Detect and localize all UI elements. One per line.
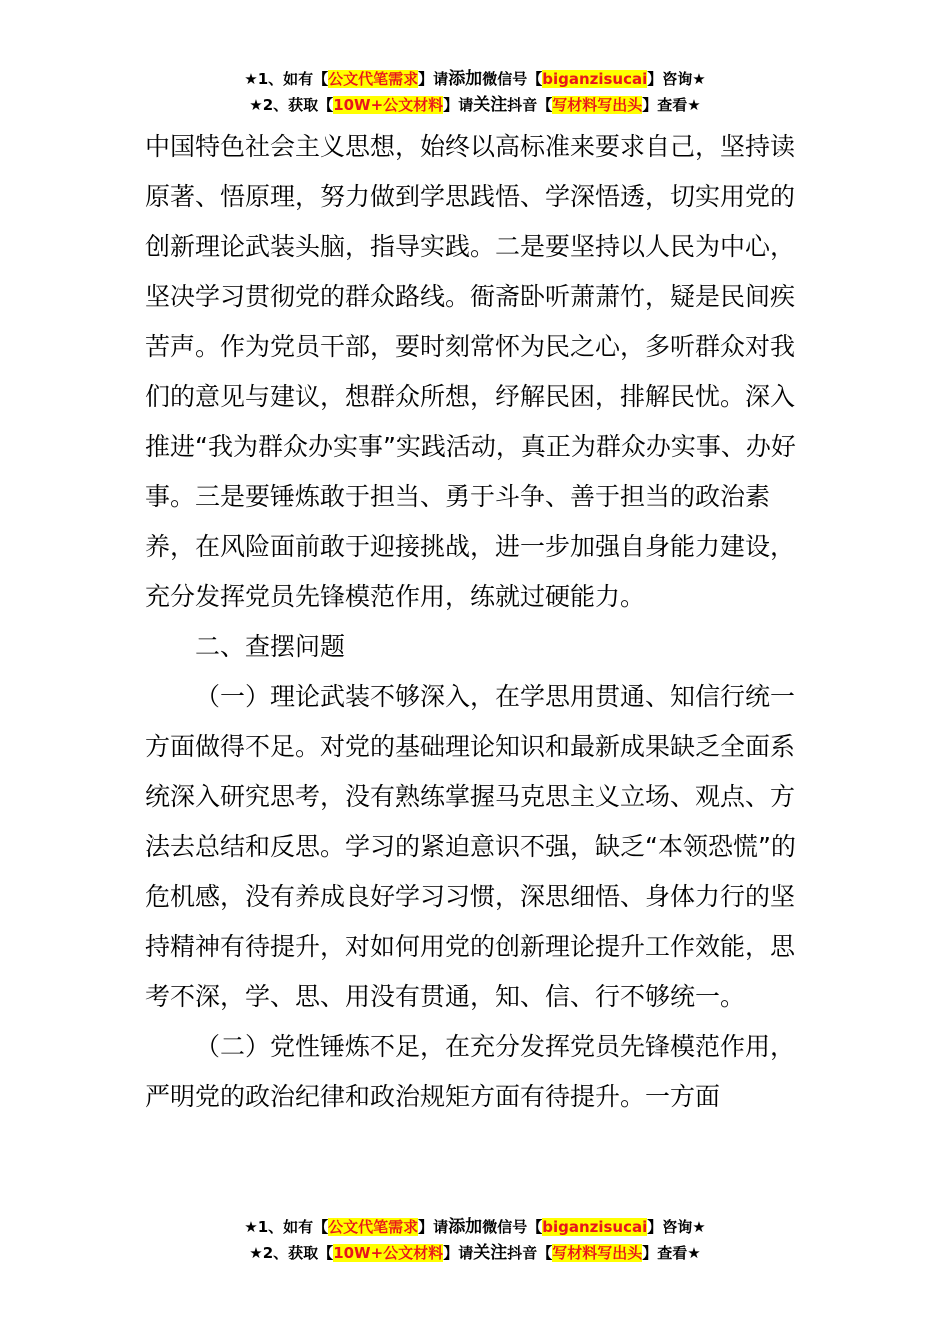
highlight-service: 公文代笔需求 bbox=[328, 1218, 419, 1236]
paragraph-theory: （一）理论武装不够深入，在学思用贯通、知信行统一方面做得不足。对党的基础理论知识和最新成果缺乏全面系统深入研究思考，没有熟练掌握马克思主义立场、观点、方法去总结和反思。学习的紧迫意识不强，缺乏“本领恐慌”的危机感，没有养成良好学习习惯，深思细悟、身体力行的坚持精神有待提升，对如何用党的创新理论提升工作效能，思考不深，学、思、用没有贯通，知、信、行不够统一。 bbox=[145, 682, 796, 1011]
highlight-materials: 10W+公文材料 bbox=[333, 96, 444, 114]
section-heading: 二、查摆问题 bbox=[195, 632, 346, 661]
highlight-wechat-id: biganzisucai bbox=[542, 70, 648, 88]
banner-line-1: ★1、如有【公文代笔需求】请添加微信号【biganzisucai】咨询★ bbox=[244, 1217, 706, 1237]
highlight-service: 公文代笔需求 bbox=[328, 70, 419, 88]
document-body bbox=[145, 122, 815, 1122]
highlight-wechat-id: biganzisucai bbox=[542, 1218, 648, 1236]
highlight-douyin: 写材料写出头 bbox=[552, 1244, 643, 1262]
footer-banner bbox=[0, 1214, 950, 1266]
banner-line-2: ★2、获取【10W+公文材料】请关注抖音【写材料写出头】查看★ bbox=[249, 95, 701, 115]
paragraph-continuation: 中国特色社会主义思想，始终以高标准来要求自己，坚持读原著、悟原理，努力做到学思践悟、学深悟透，切实用党的创新理论武装头脑，指导实践。二是要坚持以人民为中心，坚决学习贯彻党的群众路线。衙斋卧听萧萧竹，疑是民间疾苦声。作为党员干部，要时刻常怀为民之心，多听群众对我们的意见与建议，想群众所想，纾解民困，排解民忧。深入推进“我为群众办实事”实践活动，真正为群众办实事、办好事。三是要锤炼敢于担当、勇于斗争、善于担当的政治素养，在风险面前敢于迎接挑战，进一步加强自身能力建设，充分发挥党员先锋模范作用，练就过硬能力。 bbox=[145, 132, 796, 611]
paragraph-party-spirit: （二）党性锤炼不足，在充分发挥党员先锋模范作用，严明党的政治纪律和政治规矩方面有待提升。一方面 bbox=[145, 1032, 796, 1111]
header-banner bbox=[0, 66, 950, 118]
banner-line-1: ★1、如有【公文代笔需求】请添加微信号【biganzisucai】咨询★ bbox=[244, 69, 706, 89]
highlight-douyin: 写材料写出头 bbox=[552, 96, 643, 114]
banner-line-2: ★2、获取【10W+公文材料】请关注抖音【写材料写出头】查看★ bbox=[249, 1243, 701, 1263]
highlight-materials: 10W+公文材料 bbox=[333, 1244, 444, 1262]
